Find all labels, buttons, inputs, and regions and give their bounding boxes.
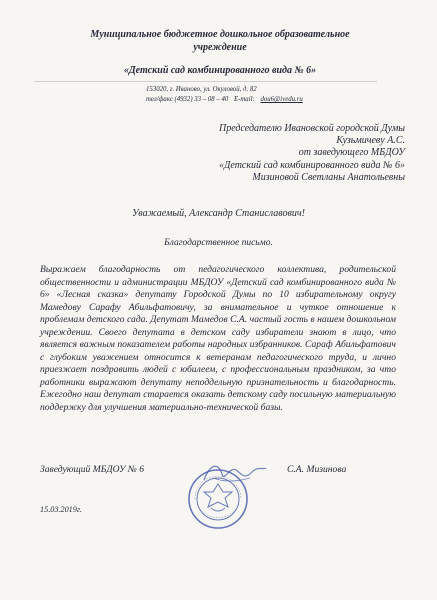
email-label: E-mail: — [233, 96, 255, 103]
addressee-line-5: Мизиновой Светланы Анатольевны — [252, 171, 405, 183]
salutation: Уважаемый, Александр Станиславович! — [132, 208, 305, 219]
org-line-2: учреждение — [193, 42, 247, 53]
addressee-line-1: Председателю Ивановской городской Думы — [218, 123, 405, 134]
letterhead-organization — [60, 28, 380, 77]
org-address: 153020, г. Иваново, ул. Окуловой, д. 82 — [146, 86, 257, 93]
handwritten-signature-icon — [200, 458, 270, 488]
letterhead-contacts — [146, 85, 366, 105]
addressee-line-2: Кузьмичеву А.С. — [336, 135, 405, 147]
org-name: «Детский сад комбинированного вида № 6» — [123, 65, 317, 76]
letter-body: Выражаем благодарность от педагогического коллектива, родительской общественности и администрации МБДОУ «Детский сад комбинированного вида № 6» «Лесная сказка» депутату Городской Думы по 10 избирательному округу Мамедову Сарафу Абильфатовичу, за внимательное и чуткое отношение к проблемам детского сада. Депутат Мамедов С.А. частый гость в нашем дошкольном учреждении. Своего депутата в детском саду избиратели знают в лицо, что является важным показателем работы народных избранников. Сараф Абильфатович с глубоким уважением относится к ветеранам педагогического труда, и лично приезжает поздравить людей с юбилеем, с профессиональным праздником, за что работники выражают депутату неподдельную признательность и благодарность. Ежегодно наш депутат старается оказать детскому саду посильную материальную поддержку для улучшения материально-технической базы. — [40, 264, 396, 413]
org-phone: тел/факс (4932) 33 – 08 – 40 — [146, 96, 229, 103]
org-line-1: Муниципальное бюджетное дошкольное образовательное — [90, 29, 350, 40]
addressee-block — [165, 123, 405, 184]
signer-name: С.А. Мизинова — [287, 464, 347, 475]
addressee-line-3: от заведующего МБДОУ — [298, 147, 405, 159]
signer-position: Заведующий МБДОУ № 6 — [40, 464, 145, 475]
addressee-line-4: «Детский сад комбинированного вида № 6» — [219, 159, 405, 171]
letterhead-divider — [34, 81, 377, 82]
org-email: dou6@ivedu.ru — [260, 96, 303, 103]
letter-title: Благодарственное письмо. — [164, 238, 273, 248]
letter-date: 15.03.2019г. — [40, 505, 82, 514]
